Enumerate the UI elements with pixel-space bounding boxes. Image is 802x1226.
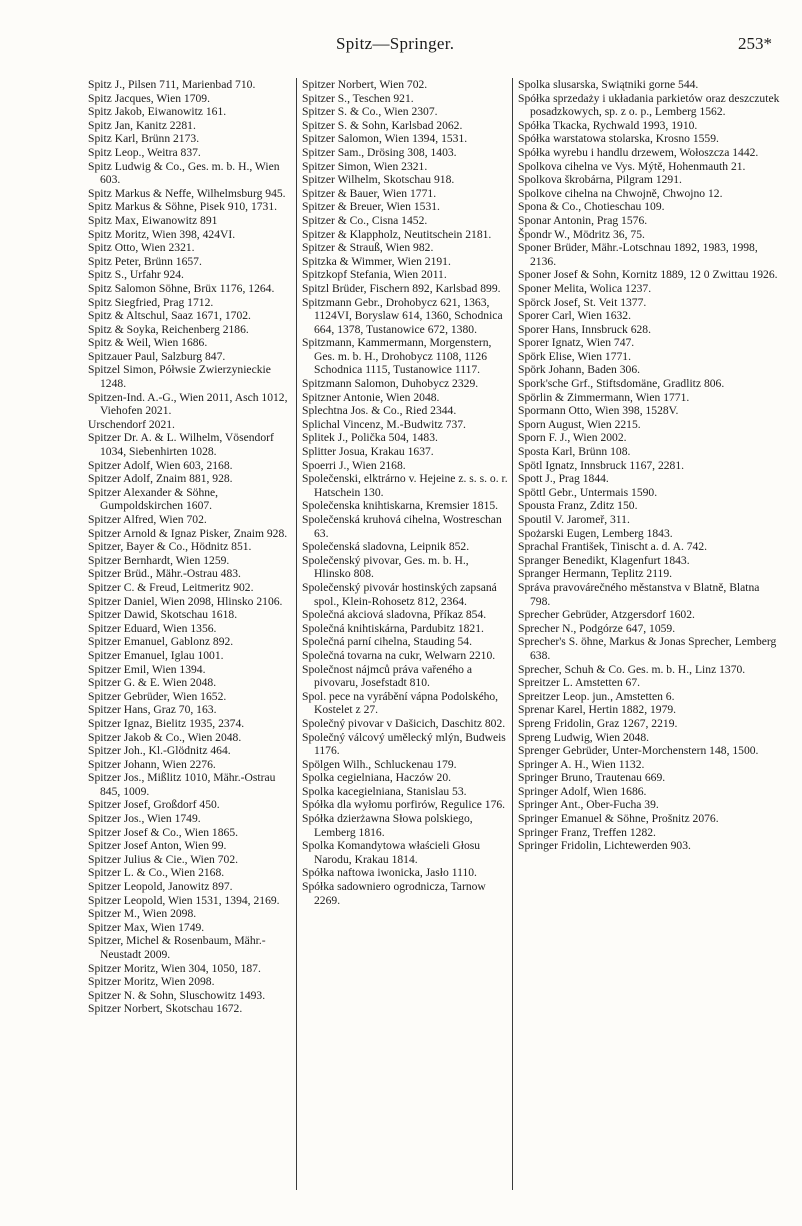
directory-entry: Splechtna Jos. & Co., Ried 2344.	[302, 404, 457, 418]
directory-entry: Spitz Otto, Wien 2321.	[88, 241, 195, 255]
directory-entry: Sporn August, Wien 2215.	[518, 417, 641, 431]
directory-entry: Sprecher, Schuh & Co. Ges. m. b. H., Linz 1370.	[518, 662, 746, 676]
directory-entry: Sprachal František, Tinischt a. d. A. 742.	[518, 540, 708, 554]
directory-entry: Spitzer Norbert, Skotschau 1672.	[88, 1002, 243, 1016]
directory-entry: Spółka sprzedaży i układania parkietów oraz deszczutek posadzkowych, sp. z o. p., Lemberg 1562.	[518, 91, 780, 119]
directory-entry: Spörck Josef, St. Veit 1377.	[518, 295, 647, 309]
directory-entry: Společenská kruhová cihelna, Wostreschan 63.	[302, 513, 502, 540]
directory-entry: Sporer Hans, Innsbruck 628.	[518, 322, 651, 336]
directory-entry: Spożarski Eugen, Lemberg 1843.	[518, 526, 673, 540]
directory-entry: Spitz Salomon Söhne, Brüx 1176, 1264.	[88, 281, 275, 295]
directory-entry: Springer Adolf, Wien 1686.	[518, 784, 647, 798]
directory-entry: Spitzer Ignaz, Bielitz 1935, 2374.	[88, 716, 245, 730]
directory-entry: Sprenar Karel, Hertin 1882, 1979.	[518, 703, 677, 717]
directory-entry: Spitz Karl, Brünn 2173.	[88, 132, 200, 146]
directory-entry: Spitzmann Gebr., Drohobycz 621, 1363, 1124VI, Boryslaw 614, 1360, Schodnica 664, 1378, Tustanowice 672, 1380.	[302, 295, 503, 336]
directory-column-2	[302, 78, 508, 907]
directory-entry: Spitzer S. & Sohn, Karlsbad 2062.	[302, 118, 463, 132]
directory-entry: Spitzer, Bayer & Co., Hödnitz 851.	[88, 540, 252, 554]
directory-entry: Spöttl Gebr., Untermais 1590.	[518, 485, 658, 499]
directory-entry: Springer Fridolin, Lichtewerden 903.	[518, 839, 691, 853]
directory-entry: Spitzer L. & Co., Wien 2168.	[88, 866, 225, 880]
directory-entry: Spitz S., Urfahr 924.	[88, 268, 184, 282]
directory-entry: Spitz Jacques, Wien 1709.	[88, 91, 211, 105]
directory-entry: Spitzer N. & Sohn, Sluschowitz 1493.	[88, 988, 266, 1002]
page-title: Spitz—Springer.	[336, 34, 455, 53]
directory-entry: Spitz & Weil, Wien 1686.	[88, 336, 208, 350]
directory-entry: Sporer Carl, Wien 1632.	[518, 309, 631, 323]
directory-entry: Spoerri J., Wien 2168.	[302, 458, 406, 472]
directory-entry: Spitz Max, Eiwanowitz 891	[88, 213, 218, 227]
directory-entry: Spitzer Emil, Wien 1394.	[88, 662, 206, 676]
directory-column-1	[88, 78, 290, 1016]
directory-entry: Spitzer Hans, Graz 70, 163.	[88, 703, 217, 717]
directory-entry: Sprenger Gebrüder, Unter-Morchenstern 148, 1500.	[518, 744, 759, 758]
directory-entry: Spitz Moritz, Wien 398, 424VI.	[88, 227, 236, 241]
directory-entry: Spitzer Eduard, Wien 1356.	[88, 621, 217, 635]
directory-entry: Společná tovarna na cukr, Welwarn 2210.	[302, 648, 496, 662]
directory-entry: Spranger Benedikt, Klagenfurt 1843.	[518, 553, 690, 567]
directory-entry: Spitzer Dawid, Skotschau 1618.	[88, 608, 238, 622]
directory-entry: Spitzer, Michel & Rosenbaum, Mähr.-Neustadt 2009.	[88, 934, 266, 961]
directory-entry: Špondr W., Mödritz 36, 75.	[518, 227, 645, 241]
directory-entry: Spitzer Alfred, Wien 702.	[88, 513, 207, 526]
directory-entry: Společenska knihtiskarna, Kremsier 1815.	[302, 499, 499, 513]
directory-entry: Společný pivovar v Dašicich, Daschitz 802.	[302, 716, 506, 730]
directory-entry: Spitzer & Strauß, Wien 982.	[302, 241, 434, 255]
directory-column-3	[518, 78, 780, 853]
directory-entry: Spitz Ludwig & Co., Ges. m. b. H., Wien 603.	[88, 159, 280, 187]
directory-entry: Společenský pivovar, Ges. m. b. H., Hlinsko 808.	[302, 553, 469, 581]
directory-entry: Spitzka & Wimmer, Wien 2191.	[302, 254, 451, 268]
directory-entry: Spölgen Wilh., Schluckenau 179.	[302, 757, 457, 771]
directory-entry: Společenski, elktrárno v. Hejeine z. s. s. o. r. Hatschein 130.	[302, 472, 508, 499]
directory-entry: Spitzer S. & Co., Wien 2307.	[302, 105, 438, 119]
directory-entry: Spott J., Prag 1844.	[518, 472, 609, 486]
directory-entry: Společenská sladovna, Leipnik 852.	[302, 540, 470, 554]
directory-entry: Spitzer Leopold, Wien 1531, 1394, 2169.	[88, 893, 280, 907]
directory-entry: Spolka slusarska, Swiątniki gorne 544.	[518, 78, 699, 91]
directory-entry: Spółka Tkacka, Rychwald 1993, 1910.	[518, 118, 698, 132]
directory-entry: Spółka dla wyłomu porfirów, Regulice 176.	[302, 798, 506, 812]
directory-entry: Spörk Johann, Baden 306.	[518, 363, 641, 377]
directory-entry: Spitzer Sam., Drösing 308, 1403.	[302, 145, 457, 159]
directory-entry: Společenský pivovár hostinských zapsaná spol., Klein-Rohosetz 812, 2364.	[302, 580, 497, 608]
directory-entry: Spitz Jan, Kanitz 2281.	[88, 118, 196, 132]
directory-entry: Spitzmann, Kammermann, Morgenstern, Ges. m. b. H., Drohobycz 1108, 1126 Schodnica 1115, Tustanowice 1117.	[302, 336, 492, 377]
directory-entry: Spitzer Jos., Mißlitz 1010, Mähr.-Ostrau 845, 1009.	[88, 771, 276, 798]
directory-entry: Spreng Ludwig, Wien 2048.	[518, 730, 650, 744]
directory-entry: Spitzer Simon, Wien 2321.	[302, 159, 428, 173]
directory-entry: Spitzer C. & Freud, Leitmeritz 902.	[88, 580, 254, 594]
column-divider	[296, 78, 297, 1190]
directory-entry: Spitzer Dr. A. & L. Wilhelm, Vösendorf 1034, Siebenhirten 1028.	[88, 431, 274, 459]
directory-entry: Spitzer Adolf, Znaim 881, 928.	[88, 472, 233, 486]
directory-entry: Správa pravovárečného městanstva v Blatně, Blatna 798.	[518, 580, 760, 608]
directory-entry: Springer A. H., Wien 1132.	[518, 757, 645, 771]
directory-entry: Spreitzer Leop. jun., Amstetten 6.	[518, 689, 675, 703]
directory-entry: Spolkova cihelna ve Vys. Mýtě, Hohenmauth 21.	[518, 159, 746, 173]
directory-entry: Spitzner Antonie, Wien 2048.	[302, 390, 440, 404]
directory-entry: Spreng Fridolin, Graz 1267, 2219.	[518, 716, 678, 730]
directory-entry: Spitzer Jakob & Co., Wien 2048.	[88, 730, 242, 744]
directory-entry: Springer Emanuel & Söhne, Prošnitz 2076.	[518, 812, 719, 826]
directory-entry: Spoutil V. Jaromeř, 311.	[518, 513, 630, 526]
directory-entry: Spitzer G. & E. Wien 2048.	[88, 676, 217, 690]
directory-entry: Spitzer & Klappholz, Neutitschein 2181.	[302, 227, 492, 241]
directory-entry: Spitzer Gebrüder, Wien 1652.	[88, 689, 227, 703]
directory-entry: Spörk Elise, Wien 1771.	[518, 349, 631, 363]
directory-entry: Springer Bruno, Trautenau 669.	[518, 771, 666, 785]
directory-entry: Společná akciová sladovna, Příkaz 854.	[302, 608, 487, 622]
directory-entry: Spitzer Arnold & Ignaz Pisker, Znaim 928.	[88, 526, 288, 540]
directory-entry: Spitzl Brüder, Fischern 892, Karlsbad 899.	[302, 281, 501, 295]
directory-entry: Spitzen-Ind. A.-G., Wien 2011, Asch 1012, Viehofen 2021.	[88, 390, 288, 418]
directory-entry: Spitzer Wilhelm, Skotschau 918.	[302, 173, 455, 187]
directory-entry: Spitzer Moritz, Wien 304, 1050, 187.	[88, 961, 261, 975]
directory-entry: Spolka cegielniana, Haczów 20.	[302, 771, 452, 785]
directory-entry: Spitzer Josef, Großdorf 450.	[88, 798, 220, 812]
directory-entry: Sprecher's S. öhne, Markus & Jonas Sprecher, Lemberg 638.	[518, 635, 777, 662]
directory-entry: Spitzer Alexander & Söhne, Gumpoldskirchen 1607.	[88, 485, 219, 513]
directory-entry: Spitzer & Breuer, Wien 1531.	[302, 200, 440, 214]
directory-entry: Spółka wyrebu i handlu drzewem, Wołoszcza 1442.	[518, 145, 759, 159]
directory-entry: Společná knihtiskárna, Pardubitz 1821.	[302, 621, 484, 635]
directory-entry: Spitzmann Salomon, Duhobycz 2329.	[302, 377, 479, 391]
directory-entry: Spitzer & Bauer, Wien 1771.	[302, 186, 437, 200]
directory-entry: Splitek J., Polička 504, 1483.	[302, 431, 438, 445]
directory-entry: Spitzer Max, Wien 1749.	[88, 920, 205, 934]
directory-entry: Spitz Markus & Neffe, Wilhelmsburg 945.	[88, 186, 286, 200]
directory-entry: Splitter Josua, Krakau 1637.	[302, 445, 434, 459]
directory-entry: Spitzer Brüd., Mähr.-Ostrau 483.	[88, 567, 241, 581]
directory-entry: Spitz Markus & Söhne, Pisek 910, 1731.	[88, 200, 278, 214]
directory-entry: Sponar Antonin, Prag 1576.	[518, 213, 648, 227]
directory-entry: Spitz Leop., Weitra 837.	[88, 145, 201, 159]
directory-entry: Sponer Melita, Wolica 1237.	[518, 281, 652, 295]
directory-entry: Spitzer Jos., Wien 1749.	[88, 812, 201, 826]
directory-entry: Spitz Jakob, Eiwanowitz 161.	[88, 105, 227, 119]
directory-entry: Spitzer Bernhardt, Wien 1259.	[88, 553, 230, 567]
directory-entry: Spolkove cihelna na Chwojně, Chwojno 12.	[518, 186, 723, 200]
directory-entry: Spousta Franz, Zditz 150.	[518, 499, 638, 513]
directory-entry: Spitzer Emanuel, Gablonz 892.	[88, 635, 234, 649]
directory-entry: Sponer Brüder, Mähr.-Lotschnau 1892, 1983, 1998, 2136.	[518, 241, 758, 268]
directory-entry: Spormann Otto, Wien 398, 1528V.	[518, 404, 679, 418]
directory-entry: Spitzel Simon, Półwsie Zwierzynieckie 1248.	[88, 363, 271, 391]
directory-entry: Spolkova škrobárna, Pilgram 1291.	[518, 173, 682, 187]
page-header	[0, 34, 802, 58]
directory-entry: Spitzer & Co., Cisna 1452.	[302, 213, 428, 227]
directory-entry: Spitzer Moritz, Wien 2098.	[88, 975, 215, 989]
directory-entry: Spitzer Norbert, Wien 702.	[302, 78, 428, 91]
directory-entry: Spitz J., Pilsen 711, Marienbad 710.	[88, 78, 256, 91]
directory-entry: Společná parní cihelna, Stauding 54.	[302, 635, 473, 649]
directory-entry: Urschendorf 2021.	[88, 417, 175, 431]
directory-entry: Springer Ant., Ober-Fucha 39.	[518, 798, 659, 812]
directory-entry: Spötl Ignatz, Innsbruck 1167, 2281.	[518, 458, 685, 472]
directory-entry: Společnost nájmců práva vařeného a pivovaru, Josefstadt 810.	[302, 662, 472, 690]
directory-entry: Spitzer Emanuel, Iglau 1001.	[88, 648, 224, 662]
directory-entry: Spitzer Joh., Kl.-Glödnitz 464.	[88, 744, 231, 758]
directory-entry: Spółka dzierżawna Słowa polskiego, Lemberg 1816.	[302, 812, 473, 839]
directory-entry: Spitzer Julius & Cie., Wien 702.	[88, 852, 239, 866]
directory-entry: Spółka warstatowa stolarska, Krosno 1559.	[518, 132, 719, 146]
directory-entry: Sposta Karl, Brünn 108.	[518, 445, 631, 459]
directory-entry: Spółka naftowa iwonicka, Jasło 1110.	[302, 866, 477, 880]
directory-entry: Sprecher N., Podgórze 647, 1059.	[518, 621, 676, 635]
directory-entry: Spork'sche Grf., Stiftsdomäne, Gradlitz 806.	[518, 377, 725, 391]
directory-entry: Sporn F. J., Wien 2002.	[518, 431, 627, 445]
directory-entry: Spitzer Josef Anton, Wien 99.	[88, 839, 227, 853]
directory-entry: Spitz & Altschul, Saaz 1671, 1702.	[88, 309, 251, 323]
directory-entry: Sprecher Gebrüder, Atzgersdorf 1602.	[518, 608, 695, 622]
directory-entry: Sponer Josef & Sohn, Kornitz 1889, 12 0 Zwittau 1926.	[518, 268, 778, 282]
directory-entry: Spitz & Soyka, Reichenberg 2186.	[88, 322, 249, 336]
directory-entry: Spitzkopf Stefania, Wien 2011.	[302, 268, 447, 282]
directory-entry: Spitzer M., Wien 2098.	[88, 907, 197, 921]
directory-entry: Spitzer Daniel, Wien 2098, Hlinsko 2106.	[88, 594, 283, 608]
directory-entry: Spitz Peter, Brünn 1657.	[88, 254, 202, 268]
directory-entry: Spranger Hermann, Teplitz 2119.	[518, 567, 673, 581]
directory-entry: Spitzauer Paul, Salzburg 847.	[88, 349, 226, 363]
directory-entry: Spitzer Adolf, Wien 603, 2168.	[88, 458, 233, 472]
column-divider	[512, 78, 513, 1190]
directory-entry: Spitzer Johann, Wien 2276.	[88, 757, 216, 771]
directory-entry: Sporer Ignatz, Wien 747.	[518, 336, 635, 350]
directory-entry: Spol. pece na vyrábění vápna Podolského, Kostelet z 27.	[302, 689, 499, 717]
directory-entry: Spitz Siegfried, Prag 1712.	[88, 295, 214, 309]
page-number: 253*	[738, 34, 772, 53]
directory-entry: Společný válcový umělecký mlýn, Budweis 1176.	[302, 730, 506, 758]
directory-entry: Spitzer Salomon, Wien 1394, 1531.	[302, 132, 468, 146]
directory-entry: Spitzer Josef & Co., Wien 1865.	[88, 825, 239, 839]
directory-entry: Splichal Vincenz, M.-Budwitz 737.	[302, 417, 466, 431]
directory-entry: Spona & Co., Chotieschau 109.	[518, 200, 665, 214]
directory-entry: Spreitzer L. Amstetten 67.	[518, 676, 641, 690]
directory-entry: Spółka sadowniero ogrodnicza, Tarnow 2269.	[302, 880, 486, 907]
directory-entry: Spörlin & Zimmermann, Wien 1771.	[518, 390, 690, 404]
directory-entry: Spitzer Leopold, Janowitz 897.	[88, 880, 233, 894]
directory-entry: Springer Franz, Treffen 1282.	[518, 825, 656, 839]
directory-entry: Spolka kacegielniana, Stanislau 53.	[302, 784, 467, 798]
directory-entry: Spolka Komandytowa właścieli Głosu Narodu, Krakau 1814.	[302, 839, 481, 866]
directory-entry: Spitzer S., Teschen 921.	[302, 91, 414, 105]
